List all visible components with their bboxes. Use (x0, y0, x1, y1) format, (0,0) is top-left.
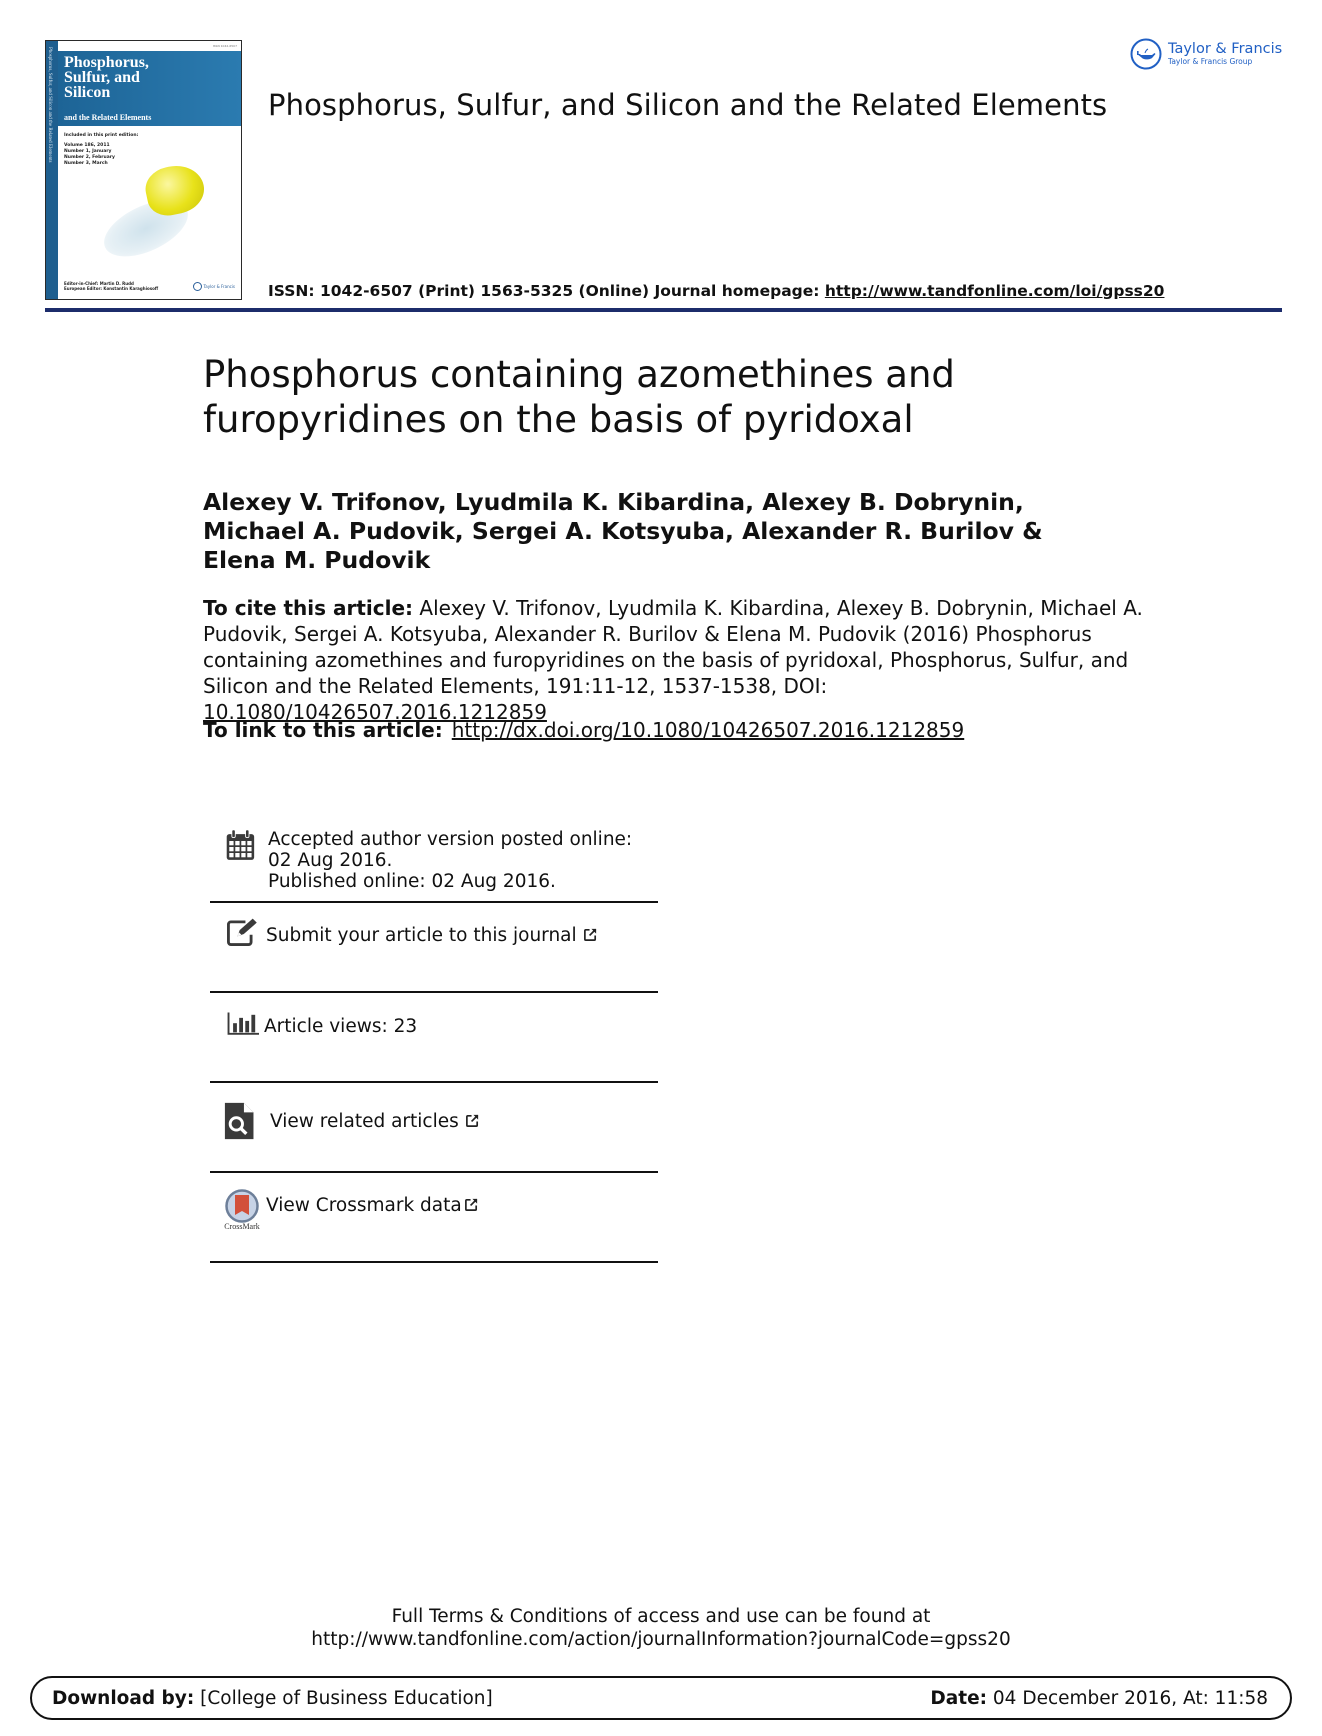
article-link-line (203, 718, 964, 742)
cover-editor-in-chief: Editor-in-Chief: Martin D. Rudd (64, 281, 134, 286)
cover-number: Number 1, January (64, 149, 112, 154)
cover-editors (64, 281, 158, 291)
cover-spine-text: Phosphorus, Sulfur, and Silicon and the Related Elements (47, 47, 52, 163)
cover-included-label: Included in this print edition: (64, 133, 139, 138)
download-date (930, 1688, 1268, 1709)
crossmark-icon (225, 1189, 259, 1223)
citation-block (203, 595, 1143, 725)
terms-notice (0, 1605, 1322, 1651)
download-date-label: Date: (930, 1687, 988, 1709)
cover-title-line: Phosphorus, (64, 54, 149, 71)
publisher-group: Taylor & Francis Group (1168, 57, 1253, 66)
calendar-icon (222, 829, 264, 865)
cover-publisher-logo (193, 282, 236, 291)
cover-issn: ISSN 1042-6507 (212, 44, 237, 48)
cite-label: To cite this article: (203, 596, 414, 620)
cover-number: Number 2, February (64, 155, 115, 160)
download-date-value: 04 December 2016, At: 11:58 (987, 1687, 1268, 1709)
publisher-lamp-icon (193, 282, 202, 291)
crossmark-row[interactable] (210, 1173, 658, 1261)
info-divider (210, 1261, 658, 1263)
related-articles-label: View related articles (270, 1111, 459, 1132)
cover-number: Number 3, March (64, 161, 108, 166)
cover-title-line: Silicon (64, 84, 111, 101)
document-search-icon (222, 1101, 264, 1141)
journal-title: Phosphorus, Sulfur, and Silicon and the Related Elements (268, 88, 1108, 122)
cover-edition-info (64, 133, 138, 167)
header-divider (45, 308, 1282, 312)
taylor-francis-lamp-icon (1130, 38, 1162, 70)
crossmark-label: View Crossmark data (266, 1195, 462, 1216)
article-title: Phosphorus containing azomethines and furopyridines on the basis of pyridoxal (203, 353, 955, 441)
doi-link[interactable]: 10.1080/10426507.2016.1212859 (203, 700, 547, 724)
article-authors: Alexey V. Trifonov, Lyudmila K. Kibardina, Alexey B. Dobrynin, Michael A. Pudovik, Sergei A. Kotsyuba, Alexander R. Burilov & Elena M. Pudovik (203, 488, 1043, 574)
crossmark-caption: CrossMark (224, 1222, 260, 1231)
external-link-icon (583, 927, 598, 942)
download-by-value: [College of Business Education] (194, 1687, 493, 1709)
issn-line (268, 282, 1164, 300)
cover-european-editor: European Editor: Konstantin Karaghiosoff (64, 286, 159, 291)
cover-title (64, 55, 149, 100)
download-info-bar (30, 1676, 1292, 1720)
terms-line: Full Terms & Conditions of access and use can be found at (391, 1606, 931, 1627)
link-label: To link to this article: (203, 718, 443, 742)
cover-spine (46, 41, 58, 299)
journal-cover-image (45, 40, 242, 300)
related-articles-row[interactable] (210, 1083, 658, 1171)
cite-text: Alexey V. Trifonov, Lyudmila K. Kibardina, Alexey B. Dobrynin, Michael A. Pudovik, Sergei A. Kotsyuba, Alexander R. Burilov & Elena M. Pudovik (2016) Phosphorus containing azomethines and furopyridines on the basis of pyridoxal, Phosphorus, Sulfur, and Silicon and the Related Elements, 191:11-12, 1537-1538, DOI: (203, 596, 1143, 698)
publication-dates-row (210, 825, 658, 901)
crossmark-link[interactable] (266, 1195, 479, 1216)
article-views: Article views: 23 (264, 1016, 418, 1037)
related-articles-link[interactable] (270, 1111, 480, 1132)
external-link-icon (465, 1113, 480, 1128)
publisher-logo[interactable] (1130, 38, 1282, 70)
article-info-box (210, 825, 658, 1263)
accepted-date: Accepted author version posted online: 02 Aug 2016. (268, 829, 633, 871)
external-link-icon (464, 1197, 479, 1212)
article-doi-url-link[interactable]: http://dx.doi.org/10.1080/10426507.2016.1212859 (451, 718, 965, 742)
download-by-label: Download by: (52, 1687, 195, 1709)
published-date: Published online: 02 Aug 2016. (268, 871, 556, 892)
article-views-row (210, 993, 658, 1081)
cover-title-line: Sulfur, and (64, 69, 140, 86)
submit-article-link[interactable] (266, 925, 598, 946)
publication-dates (268, 829, 638, 892)
crossmark-logo (220, 1189, 264, 1231)
download-by (52, 1688, 493, 1709)
edit-pencil-icon (222, 917, 264, 951)
cover-publisher-name: Taylor & Francis (203, 284, 235, 289)
bar-chart-icon (222, 1011, 264, 1043)
cover-volume: Volume 186, 2011 (64, 143, 110, 148)
publisher-name: Taylor & Francis (1168, 41, 1283, 57)
submit-article-label: Submit your article to this journal (266, 925, 577, 946)
publisher-text (1168, 42, 1282, 66)
submit-article-row[interactable] (210, 903, 658, 991)
terms-url[interactable]: http://www.tandfonline.com/action/journalInformation?journalCode=gpss20 (311, 1629, 1011, 1650)
issn-text: ISSN: 1042-6507 (Print) 1563-5325 (Online) Journal homepage: (268, 282, 825, 300)
journal-homepage-link[interactable]: http://www.tandfonline.com/loi/gpss20 (824, 282, 1165, 300)
cover-subtitle: and the Related Elements (64, 113, 152, 122)
